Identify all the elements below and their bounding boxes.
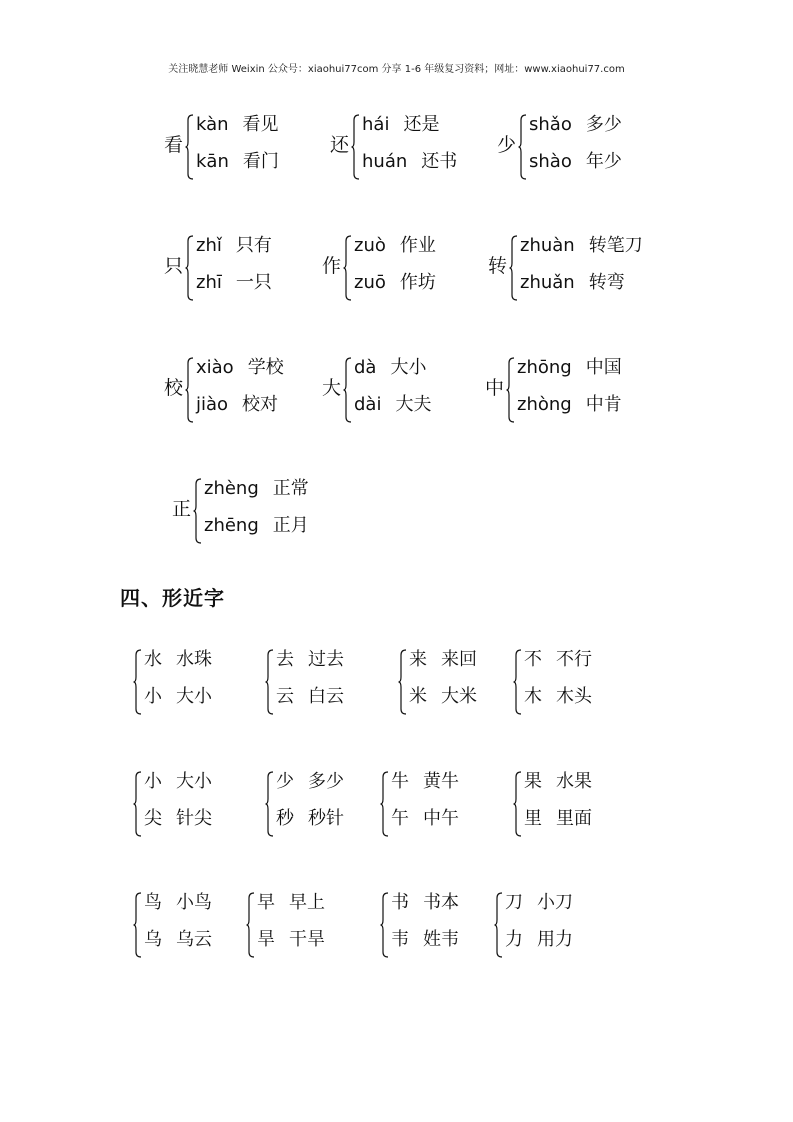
- reading-line-word: 看门: [242, 151, 279, 172]
- similar-line-pinyin-or-char: 早: [257, 892, 275, 913]
- similar-line: [505, 928, 573, 952]
- similar-line-word: 不行: [556, 649, 592, 670]
- brace-icon: [265, 649, 274, 715]
- similar-line-pinyin-or-char: 去: [276, 649, 294, 670]
- reading-line: [517, 356, 622, 380]
- reading-line: [354, 271, 436, 295]
- similar-line-pinyin-or-char: 木: [524, 686, 542, 707]
- similar-line-pinyin-or-char: 不: [524, 649, 542, 670]
- reading-line: [196, 356, 284, 380]
- reading-line-word: 大小: [390, 357, 427, 378]
- reading-line: [196, 271, 272, 295]
- reading-line-word: 只有: [235, 235, 272, 256]
- similar-line-word: 来回: [441, 649, 477, 670]
- similar-line-word: 水果: [556, 771, 592, 792]
- similar-line: [257, 891, 325, 915]
- reading-line-word: 一只: [235, 272, 272, 293]
- similar-line-pinyin-or-char: 秒: [276, 808, 294, 829]
- reading-line: [354, 393, 431, 417]
- similar-line-pinyin-or-char: 来: [409, 649, 427, 670]
- similar-line-word: 中午: [423, 808, 459, 829]
- reading-line-word: 中肯: [585, 394, 622, 415]
- similar-line: [391, 807, 459, 831]
- similar-line-word: 白云: [308, 686, 344, 707]
- reading-line-pinyin-or-char: jiào: [196, 394, 229, 415]
- reading-line-pinyin-or-char: zhuǎn: [520, 272, 575, 293]
- reading-line: [196, 234, 272, 258]
- similar-line-word: 干旱: [289, 929, 325, 950]
- brace-icon: [133, 649, 142, 715]
- reading-line: [362, 150, 457, 174]
- reading-line-pinyin-or-char: zhēng: [204, 515, 259, 536]
- brace-icon: [509, 235, 518, 301]
- reading-line: [517, 393, 622, 417]
- similar-line-word: 大米: [441, 686, 477, 707]
- similar-line-pinyin-or-char: 小: [144, 686, 162, 707]
- reading-line-word: 校对: [242, 394, 279, 415]
- similar-line: [524, 648, 592, 672]
- similar-line: [276, 685, 344, 709]
- reading-line: [354, 356, 426, 380]
- polyphone-char: 大: [322, 377, 342, 399]
- reading-line-word: 正常: [272, 478, 309, 499]
- brace-icon: [185, 235, 194, 301]
- reading-line-pinyin-or-char: dài: [354, 394, 382, 415]
- reading-line-pinyin-or-char: kàn: [196, 114, 229, 135]
- reading-line-pinyin-or-char: zuō: [354, 272, 386, 293]
- polyphone-char: 作: [322, 255, 342, 277]
- similar-line: [505, 891, 573, 915]
- similar-line-pinyin-or-char: 云: [276, 686, 294, 707]
- reading-line: [529, 113, 622, 137]
- reading-line: [354, 234, 436, 258]
- reading-line-pinyin-or-char: zhǐ: [196, 235, 222, 256]
- similar-line-pinyin-or-char: 午: [391, 808, 409, 829]
- similar-line: [276, 648, 344, 672]
- polyphone-char: 还: [330, 134, 350, 156]
- reading-line-word: 中国: [585, 357, 622, 378]
- reading-line-pinyin-or-char: shào: [529, 151, 572, 172]
- similar-line: [276, 807, 344, 831]
- similar-line: [144, 928, 212, 952]
- reading-line-word: 学校: [247, 357, 284, 378]
- brace-icon: [351, 114, 360, 180]
- similar-line: [409, 648, 477, 672]
- section-title: 四、形近字: [120, 586, 225, 610]
- polyphone-char: 只: [164, 255, 184, 277]
- reading-line-pinyin-or-char: shǎo: [529, 114, 572, 135]
- similar-line: [391, 891, 459, 915]
- reading-line-pinyin-or-char: xiào: [196, 357, 234, 378]
- brace-icon: [343, 235, 352, 301]
- polyphone-char: 校: [164, 377, 184, 399]
- brace-icon: [246, 892, 255, 958]
- brace-icon: [513, 771, 522, 837]
- reading-line-word: 作业: [399, 235, 436, 256]
- similar-line-word: 黄牛: [423, 771, 459, 792]
- reading-line-pinyin-or-char: zuò: [354, 235, 386, 256]
- reading-line-pinyin-or-char: hái: [362, 114, 390, 135]
- similar-line: [409, 685, 477, 709]
- polyphone-char: 少: [497, 134, 517, 156]
- similar-line-pinyin-or-char: 牛: [391, 771, 409, 792]
- reading-line: [196, 150, 279, 174]
- reading-line-pinyin-or-char: zhòng: [517, 394, 572, 415]
- polyphone-char: 看: [164, 134, 184, 156]
- similar-line-word: 秒针: [308, 808, 344, 829]
- reading-line-pinyin-or-char: dà: [354, 357, 377, 378]
- similar-line-word: 小刀: [537, 892, 573, 913]
- reading-line-word: 还是: [403, 114, 440, 135]
- brace-icon: [494, 892, 503, 958]
- similar-line: [524, 807, 592, 831]
- similar-line: [391, 770, 459, 794]
- reading-line: [204, 477, 309, 501]
- brace-icon: [185, 114, 194, 180]
- similar-line-word: 针尖: [176, 808, 212, 829]
- similar-line-word: 过去: [308, 649, 344, 670]
- similar-line-word: 姓韦: [423, 929, 459, 950]
- reading-line-word: 转笔刀: [588, 235, 643, 256]
- similar-line-pinyin-or-char: 里: [524, 808, 542, 829]
- reading-line: [204, 514, 309, 538]
- reading-line: [529, 150, 622, 174]
- similar-line-pinyin-or-char: 鸟: [144, 892, 162, 913]
- similar-line: [144, 770, 212, 794]
- brace-icon: [513, 649, 522, 715]
- polyphone-char: 中: [485, 377, 505, 399]
- reading-line-pinyin-or-char: zhèng: [204, 478, 259, 499]
- reading-line-word: 正月: [272, 515, 309, 536]
- brace-icon: [518, 114, 527, 180]
- similar-line-pinyin-or-char: 书: [391, 892, 409, 913]
- similar-line-word: 大小: [176, 686, 212, 707]
- similar-line-pinyin-or-char: 水: [144, 649, 162, 670]
- similar-line-word: 乌云: [176, 929, 212, 950]
- reading-line: [520, 271, 625, 295]
- reading-line-pinyin-or-char: kān: [196, 151, 229, 172]
- reading-line: [196, 113, 279, 137]
- similar-line: [524, 685, 592, 709]
- polyphone-char: 转: [488, 255, 508, 277]
- similar-line-word: 用力: [537, 929, 573, 950]
- similar-line-word: 大小: [176, 771, 212, 792]
- brace-icon: [380, 892, 389, 958]
- similar-line-pinyin-or-char: 刀: [505, 892, 523, 913]
- reading-line: [196, 393, 278, 417]
- brace-icon: [265, 771, 274, 837]
- reading-line-pinyin-or-char: zhī: [196, 272, 222, 293]
- polyphone-char: 正: [172, 498, 192, 520]
- brace-icon: [343, 357, 352, 423]
- brace-icon: [133, 771, 142, 837]
- similar-line-pinyin-or-char: 果: [524, 771, 542, 792]
- reading-line-word: 还书: [421, 151, 458, 172]
- reading-line: [520, 234, 643, 258]
- reading-line-word: 大夫: [395, 394, 432, 415]
- brace-icon: [133, 892, 142, 958]
- similar-line-pinyin-or-char: 小: [144, 771, 162, 792]
- similar-line-word: 水珠: [176, 649, 212, 670]
- reading-line-word: 多少: [585, 114, 622, 135]
- similar-line-word: 小鸟: [176, 892, 212, 913]
- brace-icon: [193, 478, 202, 544]
- reading-line-pinyin-or-char: zhōng: [517, 357, 572, 378]
- similar-line-word: 多少: [308, 771, 344, 792]
- similar-line: [144, 891, 212, 915]
- similar-line: [144, 648, 212, 672]
- reading-line-pinyin-or-char: huán: [362, 151, 408, 172]
- similar-line-pinyin-or-char: 乌: [144, 929, 162, 950]
- similar-line-pinyin-or-char: 韦: [391, 929, 409, 950]
- brace-icon: [398, 649, 407, 715]
- reading-line: [362, 113, 439, 137]
- similar-line: [524, 770, 592, 794]
- similar-line-word: 书本: [423, 892, 459, 913]
- similar-line: [257, 928, 325, 952]
- similar-line-pinyin-or-char: 旱: [257, 929, 275, 950]
- brace-icon: [380, 771, 389, 837]
- similar-line: [391, 928, 459, 952]
- reading-line-word: 年少: [585, 151, 622, 172]
- similar-line: [276, 770, 344, 794]
- brace-icon: [506, 357, 515, 423]
- similar-line: [144, 807, 212, 831]
- similar-line-pinyin-or-char: 少: [276, 771, 294, 792]
- similar-line-pinyin-or-char: 米: [409, 686, 427, 707]
- similar-line-word: 里面: [556, 808, 592, 829]
- similar-line-word: 早上: [289, 892, 325, 913]
- reading-line-word: 作坊: [399, 272, 436, 293]
- similar-line-pinyin-or-char: 力: [505, 929, 523, 950]
- reading-line-word: 转弯: [588, 272, 625, 293]
- similar-line-word: 木头: [556, 686, 592, 707]
- brace-icon: [185, 357, 194, 423]
- reading-line-word: 看见: [242, 114, 279, 135]
- similar-line: [144, 685, 212, 709]
- page-header: 关注晓慧老师 Weixin 公众号：xiaohui77com 分享 1-6 年级复习资料；网址：www.xiaohui77.com: [168, 64, 625, 75]
- reading-line-pinyin-or-char: zhuàn: [520, 235, 575, 256]
- similar-line-pinyin-or-char: 尖: [144, 808, 162, 829]
